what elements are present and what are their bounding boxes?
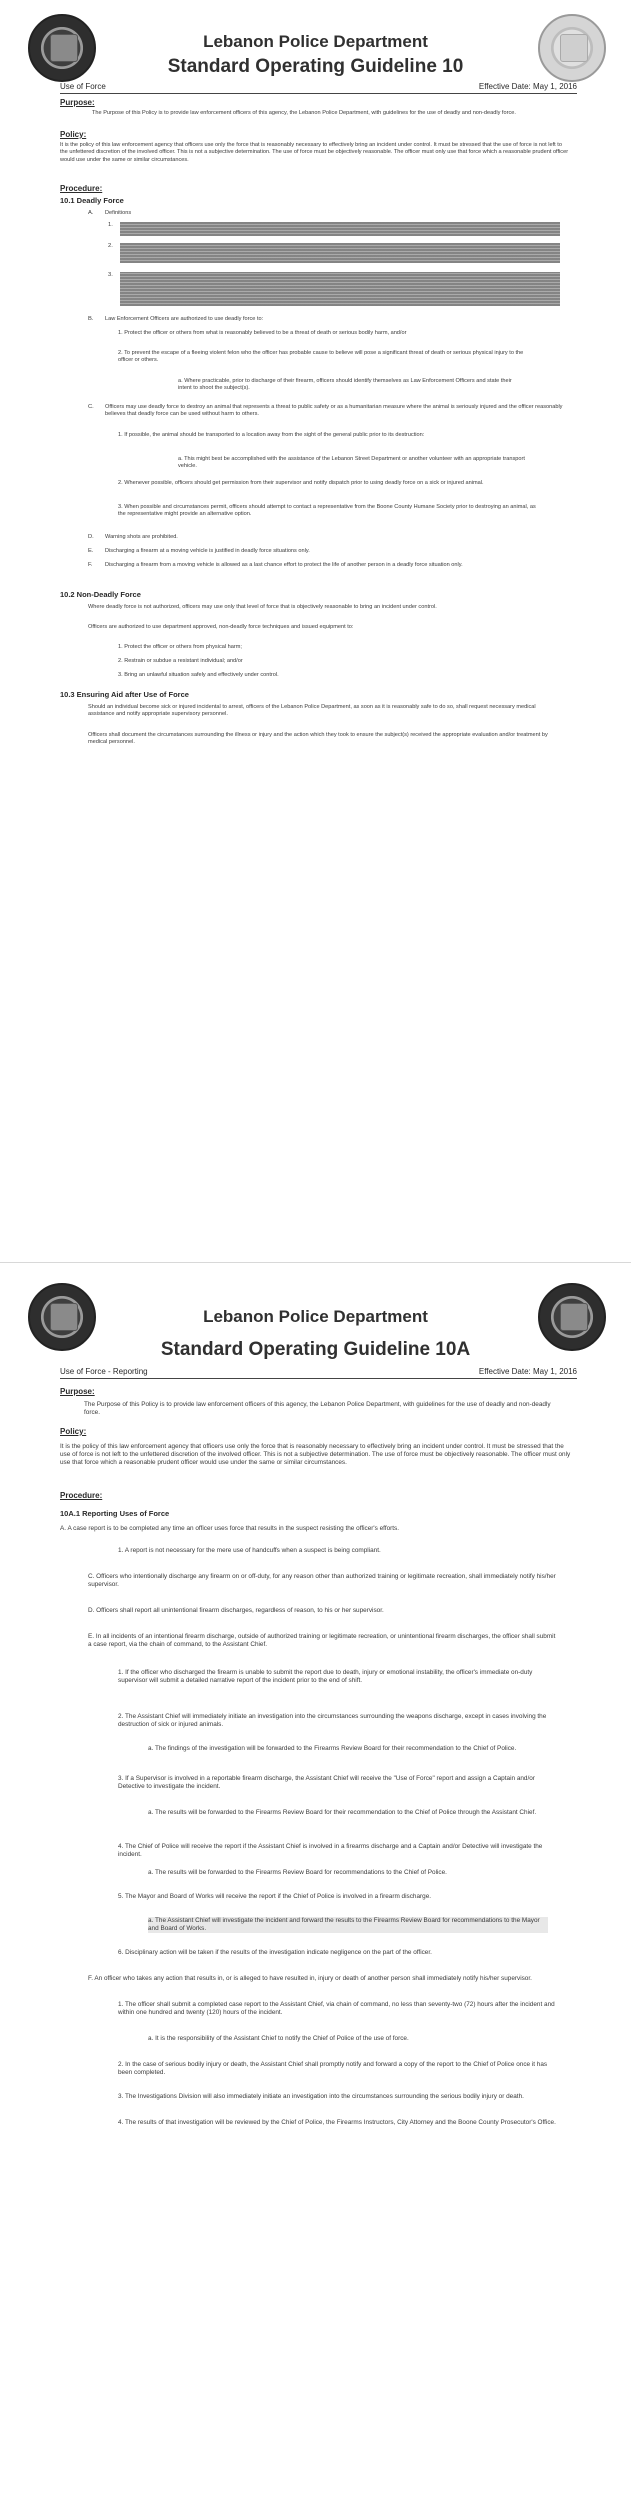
item-f3: 3. The Investigations Division will also immediately initiate an investigation into the circumstances surrounding the serious bodily injury or death. [118, 2093, 524, 2100]
non-deadly-b1: 1. Protect the officer or others from physical harm; [118, 644, 242, 650]
item-d-label: D. [88, 534, 94, 540]
policy-text: It is the policy of this law enforcement agency that officers use only the force that is reasonably necessary to effectively bring an incident under control. It must be stressed that the use of force is not left to the unfettered discretion of the involved officer. This is not a subjective determination. The use of force must be objectively reasonable. The officer must only use that force which a reasonable prudent officer would use under the same or similar circumstances. [60, 142, 569, 163]
effective-date: Effective Date: May 1, 2016 [478, 82, 577, 91]
item-e2a: a. The findings of the investigation will be forwarded to the Firearms Review Board for their recommendation to the Chief of Police. [148, 1745, 517, 1752]
non-deadly-b2: 2. Restrain or subdue a resistant individual; and/or [118, 658, 243, 664]
item-f1: 1. The officer shall submit a completed case report to the Assistant Chief, via chain of command, no less than seventy-two (72) hours after the incident and within one hundred and twenty (120) hours of the incident. [118, 2001, 555, 2017]
item-c-text: Officers may use deadly force to destroy an animal that represents a threat to public safety or as a humanitarian measure where the animal is seriously injured and the officer reasonably believes that deadly force can be used without harm to others. [105, 404, 563, 418]
guideline-title: Standard Operating Guideline 10A [160, 1339, 471, 1360]
department-name: Lebanon Police Department [203, 32, 428, 51]
item-b1: 1. Protect the officer or others from what is reasonably believed to be a threat of death or serious bodily harm, and/or [118, 330, 407, 336]
ensuring-aid-b: Officers shall document the circumstances surrounding the illness or injury and the action which they took to ensure the subject(s) received the appropriate evaluation and/or treatment by medical personnel. [88, 732, 548, 746]
item-e3a: a. The results will be forwarded to the Firearms Review Board for their recommendation to the Chief of Police through the Assistant Chief. [148, 1809, 537, 1816]
item-b-text: Law Enforcement Officers are authorized to use deadly force to: [105, 316, 264, 322]
item-f2: 2. In the case of serious bodily injury or death, the Assistant Chief shall promptly notify and forward a copy of the report to the Chief of Police once it has been completed. [118, 2061, 548, 2077]
item-b-label: B. [88, 316, 94, 322]
item-f4: 4. The results of that investigation will be reviewed by the Chief of Police, the Firearms Instructors, City Attorney and the Boone County Prosecutor's Office. [118, 2119, 556, 2126]
item-c3: 3. When possible and circumstances permit, officers should attempt to contact a representative from the Boone County Humane Society prior to destroying an animal, as the representative might provide an alternative option. [118, 504, 536, 518]
item-c1: 1. If possible, the animal should be transported to a location away from the sight of the general public prior to its destruction: [118, 432, 425, 438]
subject-label: Use of Force - Reporting [60, 1367, 148, 1376]
item-e-text: Discharging a firearm at a moving vehicle is justified in deadly force situations only. [105, 548, 310, 554]
item-c-label: C. [88, 404, 94, 410]
non-deadly-b3: 3. Bring an unlawful situation safely and effectively under control. [118, 672, 279, 678]
purpose-heading: Purpose: [60, 1387, 95, 1396]
item-f-text: Discharging a firearm from a moving vehicle is allowed as a last chance effort to protect the life of another person in a deadly force situation only. [105, 562, 463, 568]
item-e5a: a. The Assistant Chief will investigate the incident and forward the results to the Firearms Review Board for recommendations to the Mayor and Board of Works. [148, 1917, 548, 1933]
item-c2: 2. Whenever possible, officers should get permission from their supervisor and notify dispatch prior to using deadly force on a sick or injured animal. [118, 480, 484, 486]
guideline-title: Standard Operating Guideline 10 [167, 56, 464, 77]
item-e: E. In all incidents of an intentional firearm discharge, outside of authorized training or legitimate recreation, or unintentional firearm discharges, the officer shall submit a case report, via the chain of command, to the Assistant Chief. [88, 1633, 556, 1649]
item-e3: 3. If a Supervisor is involved in a reportable firearm discharge, the Assistant Chief will receive the "Use of Force" report and assign a Captain and/or Detective to investigate the incident. [118, 1775, 535, 1791]
item-c1a: a. This might best be accomplished with the assistance of the Lebanon Street Department or another volunteer with an appropriate transport vehicle. [178, 456, 525, 470]
item-f: F. An officer who takes any action that results in, or is alleged to have resulted in, injury or death of another person shall immediately notify his/her supervisor. [88, 1975, 532, 1982]
ensuring-aid-a: Should an individual become sick or injured incidental to arrest, officers of the Lebanon Police Department, as soon as it is reasonably safe to do so, shall request necessary medical assistance and notify appropriate supervisory personnel. [88, 704, 536, 718]
meta-row [60, 1367, 577, 1379]
definition-1-number: 1. [108, 222, 113, 228]
item-a1: 1. A report is not necessary for the mere use of handcuffs when a suspect is being compliant. [118, 1547, 381, 1554]
item-f-label: F. [88, 562, 93, 568]
item-c: C. Officers who intentionally discharge any firearm on or off-duty, for any reason other than authorized training or legitimate recreation, shall immediately notify his/her supervisor. [88, 1573, 556, 1589]
item-b2a: a. Where practicable, prior to discharge of their firearm, officers should identify themselves as Law Enforcement Officers and state their intent to shoot the subject(s). [178, 378, 512, 392]
item-e6: 6. Disciplinary action will be taken if the results of the investigation indicate negligence on the part of the officer. [118, 1949, 432, 1956]
non-deadly-a: Where deadly force is not authorized, officers may use only that level of force that is objectively reasonable to bring an incident under control. [88, 604, 437, 610]
definitions-heading: Definitions [105, 210, 132, 216]
document-page-2 [0, 1262, 631, 2518]
redaction-block [120, 243, 560, 263]
section-10a-1-heading: 10A.1 Reporting Uses of Force [60, 1509, 170, 1518]
purpose-text: The Purpose of this Policy is to provide law enforcement officers of this agency, the Lebanon Police Department, with guidelines for the use of deadly and non-deadly force. [84, 1401, 551, 1417]
redaction-block [120, 272, 560, 306]
department-name: Lebanon Police Department [203, 1307, 428, 1326]
item-d-text: Warning shots are prohibited. [105, 534, 178, 540]
non-deadly-b: Officers are authorized to use department approved, non-deadly force techniques and issued equipment to: [88, 624, 354, 630]
policy-heading: Policy: [60, 1427, 87, 1436]
section-10-3-heading: 10.3 Ensuring Aid after Use of Force [60, 690, 189, 699]
policy-heading: Policy: [60, 130, 87, 139]
definition-2-number: 2. [108, 243, 113, 249]
section-10-2-heading: 10.2 Non-Deadly Force [60, 590, 141, 599]
procedure-heading: Procedure: [60, 1491, 103, 1500]
item-e5: 5. The Mayor and Board of Works will receive the report if the Chief of Police is involved in a firearm discharge. [118, 1893, 432, 1900]
policy-text: It is the policy of this law enforcement agency that officers use only the force that is reasonably necessary to effectively bring an incident under control. It must be stressed that the use of force is not left to the unfettered discretion of the involved officer. This is not a subjective determination. The use of force must be objectively reasonable. The officer must only use that force which a reasonable prudent officer would use under the same or similar circumstances. [60, 1443, 571, 1467]
item-e4: 4. The Chief of Police will receive the report if the Assistant Chief is involved in a firearms discharge and a Captain and/or Detective will investigate the incident. [118, 1843, 543, 1859]
item-a-label: A. [88, 210, 94, 216]
item-f1a: a. It is the responsibility of the Assistant Chief to notify the Chief of Police of the use of force. [148, 2035, 409, 2042]
item-e2: 2. The Assistant Chief will immediately initiate an investigation into the circumstances surrounding the weapons discharge, except in cases involving the destruction of sick or injured animals. [118, 1713, 547, 1729]
item-e1: 1. If the officer who discharged the firearm is unable to submit the report due to death, injury or emotional instability, the officer's immediate on-duty supervisor will submit a detailed narrative report of the incident prior to the end of shift. [118, 1669, 533, 1685]
definition-3-number: 3. [108, 272, 113, 278]
item-d: D. Officers shall report all unintentional firearm discharges, regardless of reason, to his or her supervisor. [88, 1607, 384, 1614]
subject-label: Use of Force [60, 82, 106, 91]
item-a: A. A case report is to be completed any time an officer uses force that results in the suspect resisting the officer's efforts. [60, 1525, 400, 1532]
redaction-block [120, 222, 560, 236]
item-e-label: E. [88, 548, 94, 554]
procedure-heading: Procedure: [60, 184, 103, 193]
meta-row [60, 82, 577, 94]
purpose-heading: Purpose: [60, 98, 95, 107]
item-e4a: a. The results will be forwarded to the Firearms Review Board for recommendations to the Chief of Police. [148, 1869, 447, 1876]
item-b2: 2. To prevent the escape of a fleeing violent felon who the officer has probable cause to believe will pose a significant threat of death or serious physical injury to the officer or others. [118, 350, 524, 364]
purpose-text: The Purpose of this Policy is to provide law enforcement officers of this agency, the Lebanon Police Department, with guidelines for the use of deadly and non-deadly force. [92, 110, 516, 116]
effective-date: Effective Date: May 1, 2016 [478, 1367, 577, 1376]
section-10-1-heading: 10.1 Deadly Force [60, 196, 124, 205]
